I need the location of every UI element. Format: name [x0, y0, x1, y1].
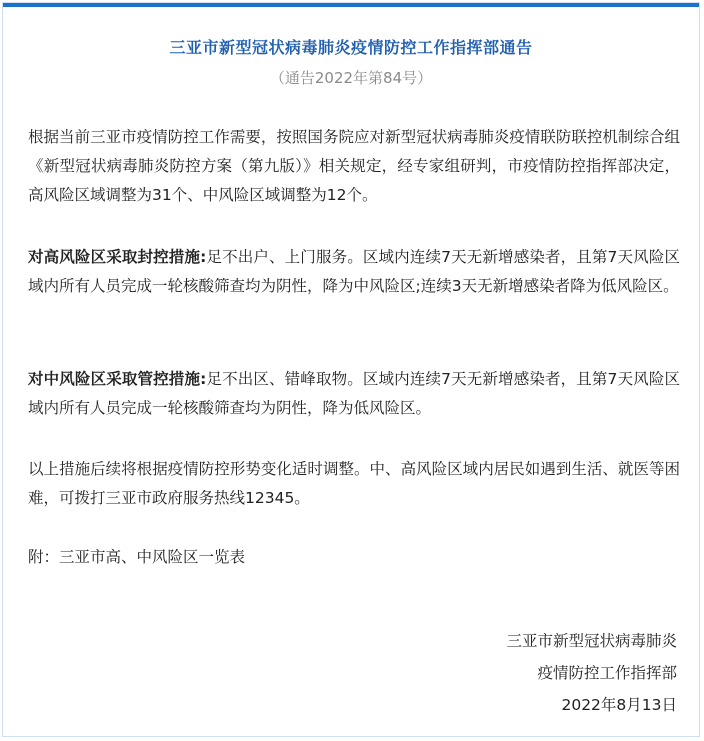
notice-title: 三亚市新型冠状病毒肺炎疫情防控工作指挥部通告: [169, 38, 533, 57]
high-risk-lead: 对高风险区采取封控措施:: [28, 248, 207, 266]
high-risk-paragraph: [28, 243, 680, 301]
mid-risk-paragraph: [28, 365, 680, 423]
mid-risk-lead: 对中风险区采取管控措施:: [28, 370, 207, 388]
signature-date: 2022年8月13日: [561, 696, 677, 714]
adjustment-paragraph: 以上措施后续将根据疫情防控形势变化适时调整。中、高风险区域内居民如遇到生活、就医等困难，可拨打三亚市政府服务热线12345。: [28, 460, 680, 507]
signature-org-line2: 疫情防控工作指挥部: [537, 664, 677, 682]
top-accent-bar: [3, 3, 699, 7]
notice-frame: [2, 2, 700, 737]
signature-org-line1: 三亚市新型冠状病毒肺炎: [506, 632, 677, 650]
notice-number: （通告2022年第84号）: [269, 69, 433, 87]
mid-risk-text: 足不出区、错峰取物。区域内连续7天无新增感染者，且第7天风险区域内所有人员完成一轮核酸筛查均为阴性，降为低风险区。: [28, 370, 680, 417]
intro-paragraph: 根据当前三亚市疫情防控工作需要，按照国务院应对新型冠状病毒肺炎疫情联防联控机制综合组《新型冠状病毒肺炎防控方案（第九版）》相关规定，经专家组研判，市疫情防控指挥部决定，高风险区域调整为31个、中风险区域调整为12个。: [28, 128, 680, 204]
signature-block: [506, 625, 677, 721]
attachment-note: 附：三亚市高、中风险区一览表: [28, 548, 246, 566]
high-risk-text: 足不出户、上门服务。区域内连续7天无新增感染者，且第7天风险区域内所有人员完成一轮核酸筛查均为阴性，降为中风险区;连续3天无新增感染者降为低风险区。: [28, 248, 680, 295]
